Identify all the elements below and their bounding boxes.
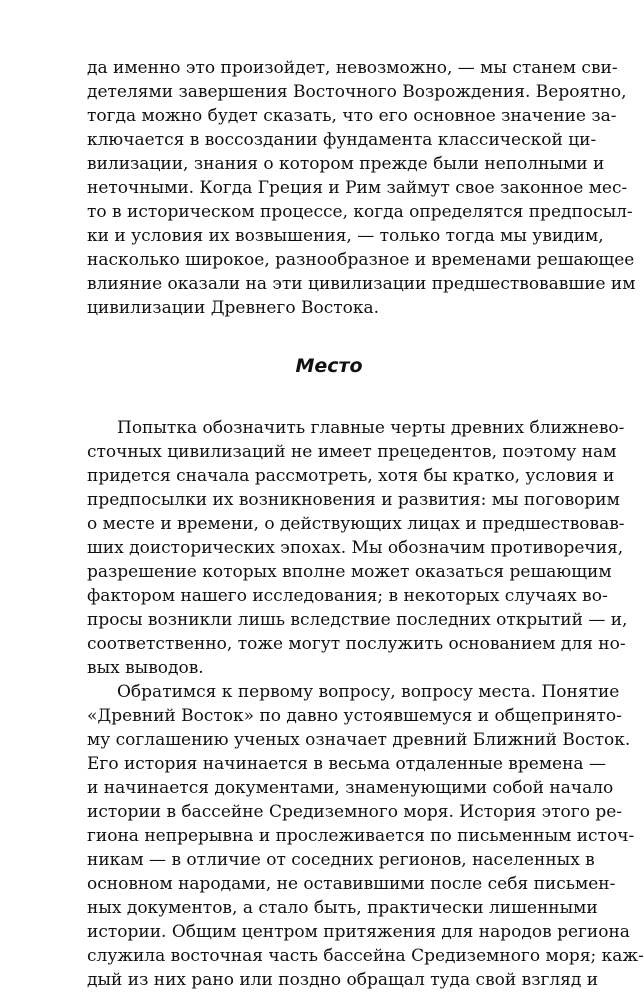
text-line: ки и условия их возвышения, — только тогда мы увидим, — [87, 226, 604, 246]
text-line: истории. Общим центром притяжения для народов региона — [87, 922, 630, 942]
text-line: Попытка обозначить главные черты древних ближнево- — [117, 418, 625, 438]
text-line: придется сначала рассмотреть, хотя бы кратко, условия и — [87, 466, 615, 486]
text-line: ключается в воссоздании фундамента классической ци- — [87, 130, 597, 150]
text-line: насколько широкое, разнообразное и временами решающее — [87, 250, 635, 270]
text-line: служила восточная часть бассейна Средиземного моря; каж- — [87, 946, 644, 966]
text-line: вых выводов. — [87, 658, 204, 678]
text-line: детелями завершения Восточного Возрождения. Вероятно, — [87, 82, 627, 102]
text-line: да именно это произойдет, невозможно, — мы станем сви- — [87, 58, 618, 78]
text-line: и начинается документами, знаменующими собой начало — [87, 778, 614, 798]
text-line: разрешение которых вполне может оказаться решающим — [87, 562, 612, 582]
text-line: влияние оказали на эти цивилизации предшествовавшие им — [87, 274, 636, 294]
text-line: никам — в отличие от соседних регионов, населенных в — [87, 850, 595, 870]
text-line: неточными. Когда Греция и Рим займут свое законное мес- — [87, 178, 628, 198]
text-line: Обратимся к первому вопросу, вопросу места. Понятие — [117, 682, 620, 702]
text-line: гиона непрерывна и прослеживается по письменным источ- — [87, 826, 635, 846]
text-line: ших доисторических эпохах. Мы обозначим противоречия, — [87, 538, 624, 558]
text-line: му соглашению ученых означает древний Ближний Восток. — [87, 730, 631, 750]
text-line: цивилизации Древнего Востока. — [87, 298, 380, 318]
text-line: просы возникли лишь вследствие последних открытий — и, — [87, 610, 628, 630]
text-line: «Древний Восток» по давно устоявшемуся и общепринято- — [87, 706, 622, 726]
section-heading: Место — [295, 355, 363, 377]
text-line: то в историческом процессе, когда определятся предпосыл- — [87, 202, 633, 222]
text-line: о месте и времени, о действующих лицах и предшествовав- — [87, 514, 625, 534]
text-line: соответственно, тоже могут послужить основанием для но- — [87, 634, 626, 654]
text-line: предпосылки их возникновения и развития: мы поговорим — [87, 490, 620, 510]
text-line: вилизации, знания о котором прежде были неполными и — [87, 154, 605, 174]
text-line: Его история начинается в весьма отдаленные времена — — [87, 754, 606, 774]
text-line: сточных цивилизаций не имеет прецедентов, поэтому нам — [87, 442, 617, 462]
text-line: ных документов, а стало быть, практически лишенными — [87, 898, 598, 918]
text-line: дый из них рано или поздно обращал туда свой взгляд и — [87, 970, 599, 990]
text-line: основном народами, не оставившими после себя письмен- — [87, 874, 616, 894]
text-line: истории в бассейне Средиземного моря. История этого ре- — [87, 802, 623, 822]
text-line: фактором нашего исследования; в некоторых случаях во- — [87, 586, 608, 606]
text-line: тогда можно будет сказать, что его основное значение за- — [87, 106, 617, 126]
